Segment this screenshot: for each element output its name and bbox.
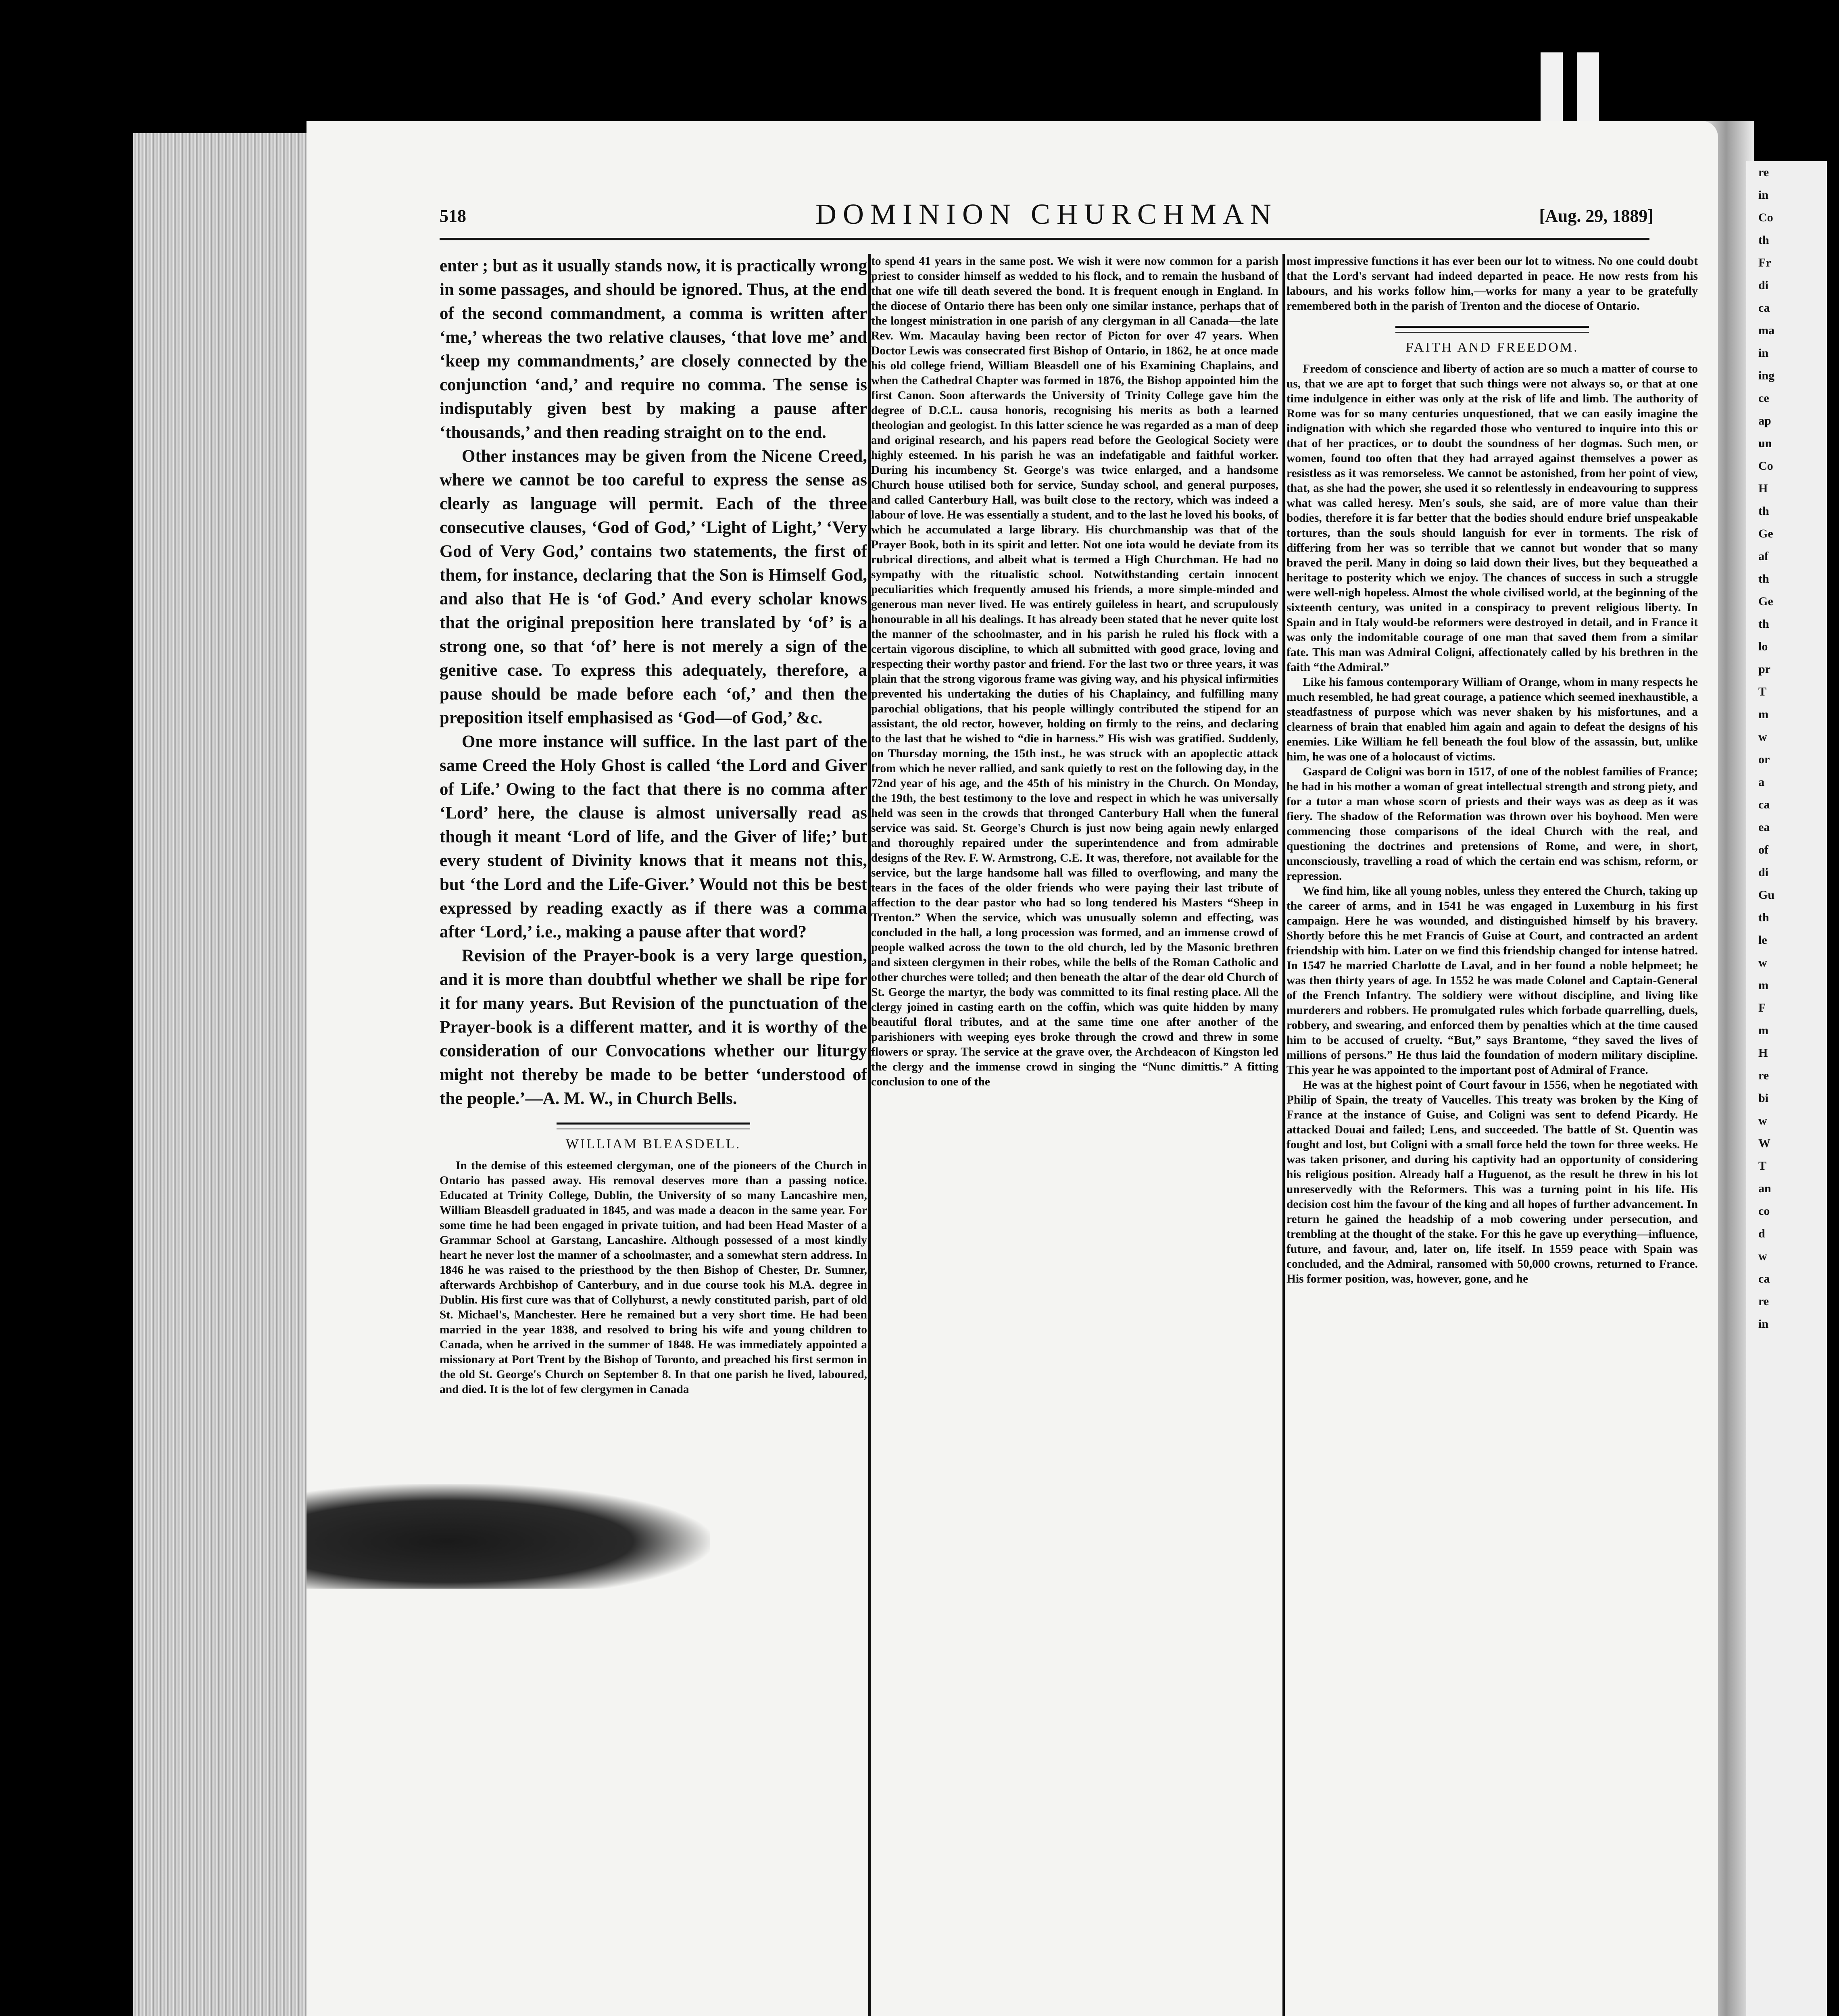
adjacent-page-fragment: in — [1758, 1317, 1769, 1331]
adjacent-page-fragment: le — [1758, 933, 1767, 947]
adjacent-page-fragment: m — [1758, 979, 1768, 992]
adjacent-page-fragment: H — [1758, 482, 1768, 495]
adjacent-page-fragment: Ge — [1758, 595, 1773, 608]
adjacent-page-fragment: Co — [1758, 211, 1773, 224]
paragraph: Gaspard de Coligni was born in 1517, of one of the noblest families of France; he had in his mother a woman of great intellectual strength and strong piety, and for a tutor a man whose scorn of priests and their ways was as deep as it was fiery. The shadow of the Reformation was thrown over his boyhood. Men were commencing those comparisons of the ideal Church with the real, and questioning the doctrines and pretensions of Rome, and were, in short, unconsciously, travelling a road of which the certain end was schism, reform, or repression. — [1286, 765, 1698, 883]
adjacent-page-fragment: W — [1758, 1137, 1770, 1150]
adjacent-page-fragment: ce — [1758, 392, 1769, 405]
adjacent-page-fragment: re — [1758, 1069, 1769, 1082]
adjacent-page-fragment: of — [1758, 843, 1768, 856]
paragraph: One more instance will suffice. In the last part of the same Creed the Holy Ghost is called ‘the Lord and Giver of Life.’ Owing to the fact that there is no comma after ‘Lord’ here, the clause is almost universally read as though it meant ‘Lord of life, and the Giver of life;’ but every student of Divinity knows that it means not this, but ‘the Lord and the Life-Giver.’ Would not this be best expressed by reading exactly as if there was a comma after ‘Lord,’ i.e., making a pause after that word? — [440, 732, 867, 941]
adjacent-page-fragment: th — [1758, 504, 1769, 518]
adjacent-page-fragment: Ge — [1758, 527, 1773, 540]
adjacent-page-fragment: ea — [1758, 821, 1770, 834]
adjacent-page-fragment: ca — [1758, 798, 1770, 811]
adjacent-page-fragment: d — [1758, 1227, 1765, 1240]
adjacent-page-fragment: ca — [1758, 1272, 1770, 1285]
adjacent-page-fragment: re — [1758, 166, 1769, 179]
adjacent-page-fragment: in — [1758, 346, 1769, 360]
paragraph: Freedom of conscience and liberty of action are so much a matter of course to us, that we are apt to forget that such things were not always so, or that at one time indulgence in either was only at the risk of life and limb. The authority of Rome was for so many centuries unquestioned, that we can easily imagine the indignation with which she regarded those who ventured to inquire into this or that of her practices, or to doubt the soundness of her dogmas. Such men, or women, found too often that they had arrayed against themselves a power as resistless as it was remorseless. We cannot be astonished, from her point of view, that, as she had the power, she used it so relentlessly in endeavouring to suppress what was called heresy. Men's souls, she said, are of more value than their bodies, therefore it is far better that the bodies should endure brief unspeakable tortures, than the souls should languish for ever in torments. The risk of differing from her was so terrible that we cannot but wonder that so many braved the peril. Many in doing so laid down their lives, but they bequeathed a heritage to posterity which we enjoy. The chances of success in such a struggle were well-nigh hopeless. Almost the whole civilised world, at the beginning of the sixteenth century, was united in a conspiracy to prevent religious liberty. In Spain and in Italy would-be reformers were destroyed in detail, and in France it was only the indomitable courage of one man that saved them from a similar fate. This man was Admiral Coligni, affectionately called by his brethren in the faith “the Admiral.” — [1286, 362, 1698, 674]
adjacent-page-fragment: an — [1758, 1182, 1771, 1195]
paragraph: Other instances may be given from the Nicene Creed, where we cannot be too careful to express the sense as clearly as language will permit. Each of the three consecutive clauses, ‘God of God,’ ‘Light of Light,’ ‘Very God of Very God,’ contains two statements, the first of them, for instance, declaring that the Son is Himself God, and also that He is ‘of God.’ And every scholar knows that the original preposition here translated by ‘of’ is a strong one, so that ‘of’ here is not merely a sign of the genitive case. To express this adequately, therefore, a pause should be made before each ‘of,’ and then the preposition itself emphasised as ‘God—of God,’ &c. — [440, 447, 867, 727]
adjacent-page-fragment: Gu — [1758, 888, 1775, 902]
adjacent-page-fragment: re — [1758, 1295, 1769, 1308]
adjacent-page-fragment: bi — [1758, 1091, 1769, 1105]
section-divider — [557, 1123, 750, 1129]
adjacent-page-fragment: th — [1758, 233, 1769, 247]
adjacent-page-fragment: T — [1758, 1159, 1767, 1173]
adjacent-page-fragment: ap — [1758, 414, 1771, 427]
paragraph: He was at the highest point of Court favour in 1556, when he negotiated with Philip of Spain, the treaty of Vaucelles. This treaty was broken by the King of France at the instance of Guise, and Coligni was sent to defend Picardy. He attacked Douai and failed; Lens, and succeeded. The battle of St. Quentin was fought and lost, but Coligni with a small force held the town for three weeks. He was taken prisoner, and during his captivity had an opportunity of considering his religious position. Already half a Huguenot, as the result he threw in his lot unreservedly with the Reformers. This was a turning point in his life. His decision cost him the favour of the king and all hopes of further advancement. In return he gained the headship of a mob cowering under persecution, and trembling at the thought of the stake. For this he gave up everything—influence, future, and favour, and, later on, life itself. In 1559 peace with Spain was concluded, and the Admiral, ransomed with 50,000 crowns, returned to France. His former position, was, however, gone, and he — [1286, 1079, 1698, 1285]
adjacent-page-fragment: w — [1758, 1250, 1767, 1263]
paragraph: In the demise of this esteemed clergyman, one of the pioneers of the Church in Ontario has passed away. His removal deserves more than a passing notice. Educated at Trinity College, Dublin, the University of so many Lancashire men, William Bleasdell graduated in 1845, and was made a deacon in the same year. For some time he had been engaged in private tuition, and had been Head Master of a Grammar School at Garstang, Lancashire. Although possessed of a most kindly heart he never lost the manner of a schoolmaster, and a somewhat stern address. In 1846 he was raised to the priesthood by the then Bishop of Chester, Dr. Sumner, afterwards Archbishop of Canterbury, and in due course took his M.A. degree in Dublin. His first cure was that of Collyhurst, a newly constituted parish, part of old St. Michael's, Manchester. Here he remained but a very short time. He had been married in the year 1838, and resolved to bring his wife and young children to Canada, when he arrived in the summer of 1848. He was immediately appointed a missionary at Port Trent by the Bishop of Toronto, and preached his first sermon in the old St. George's Church on September 8. In that one parish he lived, laboured, and died. It is the lot of few clergymen in Canada — [440, 1159, 867, 1396]
adjacent-page-fragment: un — [1758, 437, 1772, 450]
adjacent-page-fragment: Fr — [1758, 256, 1771, 269]
adjacent-page-fragment: di — [1758, 866, 1769, 879]
paragraph: Like his famous contemporary William of Orange, whom in many respects he much resembled, he had great courage, a patience which seemed inexhaustible, a steadfastness of purpose which was never shaken by his misfortunes, and a clearness of brain that enabled him again and again to defeat the designs of his enemies. Like William he fell beneath the foul blow of the assassin, but, unlike him, he was one of a holocaust of victims. — [1286, 676, 1698, 763]
paragraph: Revision of the Prayer-book is a very large question, and it is more than doubtful whether we shall be ripe for it for many years. But Revision of the punctuation of the Prayer-book is a different matter, and it is worthy of the consideration of our Convocations whether our liturgy might not thereby be made to be better ‘understood of the people.’—A. M. W., in Church Bells. — [440, 946, 867, 1108]
paragraph: We find him, like all young nobles, unless they entered the Church, taking up the career of arms, and in 1541 he was engaged in Luxemburg in his first campaign. Here he was wounded, and distinguished himself by his bravery. Shortly before this he met Francis of Guise at Court, and contracted an ardent friendship with him. Later on we find this friendship changed for intense hatred. In 1547 he married Charlotte de Laval, and in her found a noble helpmeet; he was then thirty years of age. In 1552 he was made Colonel and Captain-General of the French Infantry. The soldiery were without discipline, and living like murderers and robbers. He promulgated rules which forbade quarrelling, duels, robbery, and swearing, and enforced them by penalties which at the time caused him to be accused of cruelty. “But,” says Brantome, “they saved the lives of millions of persons.” He thus laid the foundation of modern military discipline. This year he was appointed to the important post of Admiral of France. — [1286, 885, 1698, 1077]
adjacent-page-fragment: w — [1758, 730, 1767, 744]
adjacent-page-fragment: th — [1758, 617, 1769, 631]
scanner-thumb-shadow — [306, 1484, 710, 1589]
adjacent-page-fragment: w — [1758, 956, 1767, 969]
adjacent-page-fragment: pr — [1758, 662, 1770, 676]
page-header — [440, 198, 1653, 234]
section-title-william-bleasdell: WILLIAM BLEASDELL. — [565, 1137, 741, 1152]
adjacent-page-fragment: ca — [1758, 301, 1770, 314]
book-page-edges — [133, 133, 319, 2016]
masthead-title: DOMINION CHURCHMAN — [815, 198, 1278, 230]
adjacent-page-fragment: w — [1758, 1114, 1767, 1127]
adjacent-page-fragment: th — [1758, 572, 1769, 585]
page-number: 518 — [440, 206, 466, 226]
adjacent-page-fragment: ma — [1758, 324, 1774, 337]
paragraph: to spend 41 years in the same post. We wish it were now common for a parish priest to consider himself as wedded to his flock, and to remain the husband of that one wife till death severed the bond. It is frequent enough in England. In the diocese of Ontario there has been only one similar instance, perhaps that of the longest ministration in one parish of any clergyman in all Canada—the late Rev. Wm. Macaulay having been rector of Picton for over 47 years. When Doctor Lewis was consecrated first Bishop of Ontario, in 1862, he at once made his old college friend, William Bleasdell one of his Examining Chaplains, and when the Cathedral Chapter was formed in 1876, the Bishop appointed him the first Canon. Soon afterwards the University of Trinity College gave him the degree of D.C.L. causa honoris, recognising his merits as both a learned theologian and geologist. In this latter science he was regarded as a man of deep and original research, and his papers read before the Geological Society were highly esteemed. In his parish he was an indefatigable and faithful worker. During his incumbency St. George's was twice enlarged, and a handsome Church house utilised both for service, Sunday school, and general purposes, and called Canterbury Hall, was built close to the rectory, which was indeed a labour of love. He was essentially a student, and to the last he loved his books, of which he accumulated a large library. His churchmanship was that of the Prayer Book, both in its spirit and letter. Not one iota would he deviate from its rubrical directions, and albeit what is termed a High Churchman. He had no sympathy with the ritualistic school. Notwithstanding certain innocent peculiarities which frequently amused his friends, a more simple-minded and generous man never lived. He was entirely guileless in heart, and scrupulously honourable in all his dealings. It has already been stated that he never quite lost the manner of the schoolmaster, and in his parish he ruled his flock with a certain vigorous discipline, to which all submitted with good grace, loving and respecting their worthy pastor and friend. For the last two or three years, it was plain that the strong vigorous frame was giving way, and his physical infirmities prevented his undertaking the duties of his Chaplaincy, and fulfilling many parochial obligations, that his people willingly contributed the stipend for an assistant, the old rector, however, holding on firmly to the reins, and declaring to the last that he wished to “die in harness.” His wish was gratified. Suddenly, on Thursday morning, the 15th inst., he was struck with an apoplectic attack from which he never rallied, and sank quietly to rest on the following day, in the 72nd year of his age, and the 45th of his ministry in the Church. On Monday, the 19th, the best testimony to the love and respect in which he was universally held was seen in the crowds that thronged Canterbury Hall when the funeral service was said. St. George's Church is just now being again newly enlarged and thoroughly repaired under the superintendence and from admirable designs of the Rev. F. W. Armstrong, C.E. It was, therefore, not available for the service, but the large handsome hall was filled to overflowing, and many the tears in the faces of the older friends who were paying their last tribute of affection to the dear pastor who had so long tendered his Masters “Sheep in Trenton.” When the service, which was unusually solemn and effecting, was concluded in the hall, a long procession was formed, and an immense crowd of people walked across the town to the old church, led by the Masonic brethren and sixteen clergymen in their robes, while the bells of the Roman Catholic and other churches were tolled; and then beneath the altar of the dear old Church of St. George the martyr, the body was committed to its final resting place. All the clergy joined in casting earth on the coffin, which was quite hidden by many beautiful floral tributes, and at the same time one after another of the parishioners with weeping eyes broke through the crowd and threw in some flowers or spray. The service at the grave over, the Archdeacon of Kingston led the clergy and the immense crowd in singing the “Nunc dimittis.” A fitting conclusion to one of the — [871, 255, 1278, 1088]
adjacent-page-fragment: m — [1758, 1024, 1768, 1037]
adjacent-page-fragment: T — [1758, 685, 1767, 698]
adjacent-page-fragment: F — [1758, 1001, 1766, 1014]
adjacent-page-fragment: lo — [1758, 640, 1768, 653]
paragraph: enter ; but as it usually stands now, it is practically wrong in some passages, and should be ignored. Thus, at the end of the second commandment, a comma is written after ‘me,’ whereas the two relative clauses, ‘that love me’ and ‘keep my commandments,’ are closely connected by the conjunction ‘and,’ and require no comma. The sense is indisputably given best by making a pause after ‘thousands,’ and then reading straight on to the end. — [440, 256, 867, 442]
adjacent-page-fragment: H — [1758, 1046, 1768, 1060]
column-rule — [868, 254, 871, 2016]
paragraph: most impressive functions it has ever been our lot to witness. No one could doubt that the Lord's servant had indeed departed in peace. He now rests from his labours, and his works follow him,—works for many a year to be gratefully remembered both in the parish of Trenton and the diocese of Ontario. — [1286, 255, 1698, 312]
column-rule — [1282, 254, 1285, 2016]
adjacent-page-fragment: or — [1758, 753, 1770, 766]
adjacent-page-fragment: af — [1758, 550, 1768, 563]
newspaper-page — [306, 121, 1718, 2016]
column-2 — [871, 254, 1278, 2016]
adjacent-page-fragment: a — [1758, 775, 1764, 789]
header-rule — [440, 238, 1649, 240]
adjacent-page-strip — [1746, 161, 1827, 2016]
section-title-faith-and-freedom: FAITH AND FREEDOM. — [1405, 340, 1579, 355]
adjacent-page-fragment: th — [1758, 911, 1769, 924]
adjacent-page-fragment: m — [1758, 708, 1768, 721]
section-divider — [1395, 326, 1589, 333]
column-1 — [440, 254, 867, 2016]
issue-date: [Aug. 29, 1889] — [1539, 206, 1653, 226]
adjacent-page-fragment: ing — [1758, 369, 1775, 382]
adjacent-page-fragment: in — [1758, 188, 1769, 202]
adjacent-page-fragment: di — [1758, 279, 1769, 292]
adjacent-page-fragment: Co — [1758, 459, 1773, 473]
column-3 — [1286, 254, 1698, 2016]
adjacent-page-fragment: co — [1758, 1204, 1770, 1218]
